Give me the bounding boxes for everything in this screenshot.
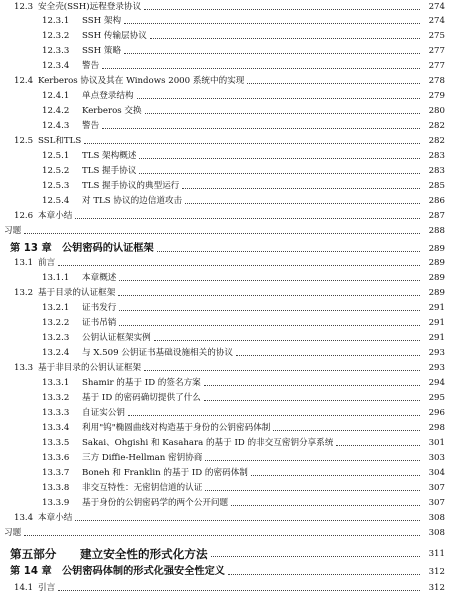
dot-leader [251, 475, 420, 476]
page-number: 312 [428, 583, 445, 593]
section-entry [0, 134, 459, 148]
entry-title: 引言 [38, 583, 56, 593]
subsection-entry [0, 301, 459, 315]
entry-number: 13.3 [14, 363, 34, 373]
entry-title: 警告 [82, 121, 100, 131]
entry-number: 12.5.2 [42, 166, 70, 176]
page-number: 289 [428, 258, 445, 268]
entry-title: 证书发行 [82, 303, 117, 313]
entry-number: 12.3.4 [42, 61, 70, 71]
subsection-entry [0, 164, 459, 178]
entry-title: 公钥认证框架实例 [82, 333, 151, 343]
entry-number: 13.2 [14, 288, 34, 298]
page-number: 288 [428, 226, 445, 236]
dot-leader [139, 173, 420, 174]
entry-title: SSH 策略 [82, 46, 122, 56]
entry-title: SSL和TLS [38, 136, 82, 146]
section-entry [0, 361, 459, 375]
dot-leader [102, 68, 420, 69]
subsection-entry [0, 149, 459, 163]
entry-number: 13.3.8 [42, 483, 70, 493]
entry-number: 12.3.1 [42, 16, 70, 26]
subsection-entry [0, 451, 459, 465]
page-number: 287 [428, 211, 445, 221]
entry-number: 13.3.3 [42, 408, 70, 418]
dot-leader [137, 98, 420, 99]
dot-leader [231, 505, 420, 506]
page-number: 289 [428, 288, 445, 298]
page-number: 278 [428, 76, 445, 86]
dot-leader [128, 415, 420, 416]
page-number: 293 [428, 348, 445, 358]
entry-title: Kerberos 协议及其在 Windows 2000 系统中的实现 [38, 76, 245, 86]
dot-leader [124, 53, 420, 54]
entry-number: 12.5.4 [42, 196, 70, 206]
subsection-entry [0, 436, 459, 450]
dot-leader [24, 233, 420, 234]
dot-leader [58, 265, 420, 266]
entry-title: SSH 架构 [82, 16, 122, 26]
entry-title: Sakai、Ohgishi 和 Kasahara 的基于 ID 的非交互密钥分享系统 [82, 438, 334, 448]
entry-number: 13.3.1 [42, 378, 70, 388]
chapter-entry [0, 563, 459, 581]
entry-number: 第 14 章 [10, 566, 52, 577]
entry-title: 证书吊销 [82, 318, 117, 328]
entry-number: 13.1.1 [42, 273, 70, 283]
page-number: 296 [428, 408, 445, 418]
entry-title: TLS 握手协议 [82, 166, 137, 176]
entry-number: 13.3.5 [42, 438, 70, 448]
entry-number: 13.3.6 [42, 453, 70, 463]
entry-title: 对 TLS 协议的边信道攻击 [82, 196, 183, 206]
page-number: 274 [428, 2, 445, 12]
page-number: 312 [428, 567, 445, 577]
subsection-entry [0, 481, 459, 495]
subsection-entry [0, 89, 459, 103]
section-entry [0, 581, 459, 595]
dot-leader [119, 325, 420, 326]
dot-leader [204, 400, 420, 401]
subsection-entry [0, 421, 459, 435]
dot-leader [84, 143, 420, 144]
subsection-entry [0, 466, 459, 480]
dot-leader [58, 590, 420, 591]
section-entry [0, 256, 459, 270]
entry-number: 12.4.2 [42, 106, 70, 116]
entry-title: Shamir 的基于 ID 的签名方案 [82, 378, 201, 388]
dot-leader [273, 430, 420, 431]
dot-leader [211, 556, 420, 557]
entry-number: 12.4 [14, 76, 34, 86]
entry-title: 公钥密码体制的形式化强安全性定义 [62, 566, 225, 577]
page-number: 307 [428, 483, 445, 493]
subsection-entry [0, 406, 459, 420]
entry-number: 12.5.3 [42, 181, 70, 191]
page-number: 293 [428, 363, 445, 373]
subsection-entry [0, 29, 459, 43]
entry-number: 12.4.1 [42, 91, 70, 101]
entry-number: 13.4 [14, 513, 34, 523]
subsection-entry [0, 376, 459, 390]
entry-number: 12.3 [14, 2, 34, 12]
entry-title: 建立安全性的形式化方法 [80, 547, 208, 561]
dot-leader [75, 218, 420, 219]
entry-title: 基于 ID 的密码确切提供了什么 [82, 393, 201, 403]
section-entry [0, 209, 459, 223]
subsection-entry [0, 44, 459, 58]
entry-title: TLS 握手协议的典型运行 [82, 181, 180, 191]
part-entry [0, 544, 459, 564]
page-number: 308 [428, 513, 445, 523]
entry-title: 三方 Diffie-Hellman 密钥协商 [82, 453, 203, 463]
entry-title: 基于身份的公钥密码学的两个公开问题 [82, 498, 229, 508]
entry-title: 习题 [4, 528, 22, 538]
page-number: 285 [428, 181, 445, 191]
entry-number: 13.3.9 [42, 498, 70, 508]
entry-title: 单点登录结构 [82, 91, 134, 101]
subsection-entry [0, 346, 459, 360]
dot-leader [145, 113, 420, 114]
entry-number: 13.3.7 [42, 468, 70, 478]
page-number: 275 [428, 31, 445, 41]
page-number: 282 [428, 136, 445, 146]
subsection-entry [0, 104, 459, 118]
dot-leader [336, 445, 420, 446]
entry-title: Boneh 和 Franklin 的基于 ID 的密码体制 [82, 468, 248, 478]
dot-leader [205, 490, 420, 491]
dot-leader [119, 310, 420, 311]
entry-number: 13.2.3 [42, 333, 70, 343]
subsection-entry [0, 331, 459, 345]
dot-leader [182, 188, 420, 189]
dot-leader [236, 355, 420, 356]
section-entry [0, 224, 459, 238]
entry-title: 利用"钨"椭圆曲线对构造基于身份的公钥密码体制 [82, 423, 271, 433]
section-entry [0, 286, 459, 300]
page-number: 282 [428, 121, 445, 131]
entry-number: 12.6 [14, 211, 34, 221]
subsection-entry [0, 14, 459, 28]
entry-number: 13.2.1 [42, 303, 70, 313]
entry-title: 安全壳(SSH)远程登录协议 [38, 2, 142, 12]
dot-leader [205, 460, 420, 461]
entry-title: 习题 [4, 226, 22, 236]
entry-title: 自证实公钥 [82, 408, 125, 418]
entry-title: 本章小结 [38, 211, 73, 221]
entry-number: 12.3.3 [42, 46, 70, 56]
entry-number: 13.3.2 [42, 393, 70, 403]
page-number: 277 [428, 46, 445, 56]
page-number: 307 [428, 498, 445, 508]
dot-leader [144, 9, 420, 10]
subsection-entry [0, 271, 459, 285]
entry-number: 12.5.1 [42, 151, 70, 161]
dot-leader [247, 83, 420, 84]
entry-number: 12.5 [14, 136, 34, 146]
dot-leader [185, 203, 420, 204]
page-number: 301 [428, 438, 445, 448]
entry-title: 本章概述 [82, 273, 117, 283]
page-number: 294 [428, 378, 445, 388]
page-number: 308 [428, 528, 445, 538]
page-number: 289 [428, 273, 445, 283]
page-number: 283 [428, 151, 445, 161]
entry-title: 本章小结 [38, 513, 73, 523]
page-number: 291 [428, 318, 445, 328]
dot-leader [228, 574, 420, 575]
entry-title: 前言 [38, 258, 56, 268]
entry-title: 基于非目录的公钥认证框架 [38, 363, 142, 373]
dot-leader [24, 535, 420, 536]
entry-number: 12.4.3 [42, 121, 70, 131]
dot-leader [118, 295, 420, 296]
page-number: 295 [428, 393, 445, 403]
page-number: 304 [428, 468, 445, 478]
dot-leader [75, 520, 420, 521]
section-entry [0, 0, 459, 14]
page-number: 277 [428, 61, 445, 71]
subsection-entry [0, 179, 459, 193]
subsection-entry [0, 316, 459, 330]
page-number: 289 [428, 244, 445, 254]
entry-title: 非交互特性：无密钥信道的认证 [82, 483, 203, 493]
entry-title: Kerberos 交换 [82, 106, 142, 116]
dot-leader [119, 280, 420, 281]
page-number: 291 [428, 333, 445, 343]
page-number: 283 [428, 166, 445, 176]
page-number: 311 [428, 549, 445, 559]
subsection-entry [0, 194, 459, 208]
subsection-entry [0, 59, 459, 73]
dot-leader [124, 23, 420, 24]
entry-number: 12.3.2 [42, 31, 70, 41]
entry-title: TLS 架构概述 [82, 151, 137, 161]
dot-leader [157, 251, 420, 252]
entry-number: 13.1 [14, 258, 34, 268]
section-entry [0, 74, 459, 88]
subsection-entry [0, 496, 459, 510]
entry-title: 警告 [82, 61, 100, 71]
dot-leader [150, 38, 420, 39]
entry-number: 13.2.2 [42, 318, 70, 328]
page-number: 280 [428, 106, 445, 116]
section-entry [0, 526, 459, 540]
dot-leader [154, 340, 420, 341]
dot-leader [204, 385, 420, 386]
entry-number: 第 13 章 [10, 243, 52, 254]
page-number: 291 [428, 303, 445, 313]
entry-number: 14.1 [14, 583, 34, 593]
entry-number: 第五部分 [10, 547, 57, 561]
page-number: 303 [428, 453, 445, 463]
dot-leader [144, 370, 420, 371]
dot-leader [102, 128, 420, 129]
entry-number: 13.2.4 [42, 348, 70, 358]
subsection-entry [0, 119, 459, 133]
entry-title: 与 X.509 公钥证书基础设施相关的协议 [82, 348, 234, 358]
subsection-entry [0, 391, 459, 405]
section-entry [0, 511, 459, 525]
page-number: 274 [428, 16, 445, 26]
dot-leader [139, 158, 420, 159]
entry-title: SSH 传输层协议 [82, 31, 147, 41]
page-number: 298 [428, 423, 445, 433]
page-number: 286 [428, 196, 445, 206]
page-number: 279 [428, 91, 445, 101]
entry-number: 13.3.4 [42, 423, 70, 433]
entry-title: 公钥密码的认证框架 [62, 243, 154, 254]
entry-title: 基于目录的认证框架 [38, 288, 116, 298]
